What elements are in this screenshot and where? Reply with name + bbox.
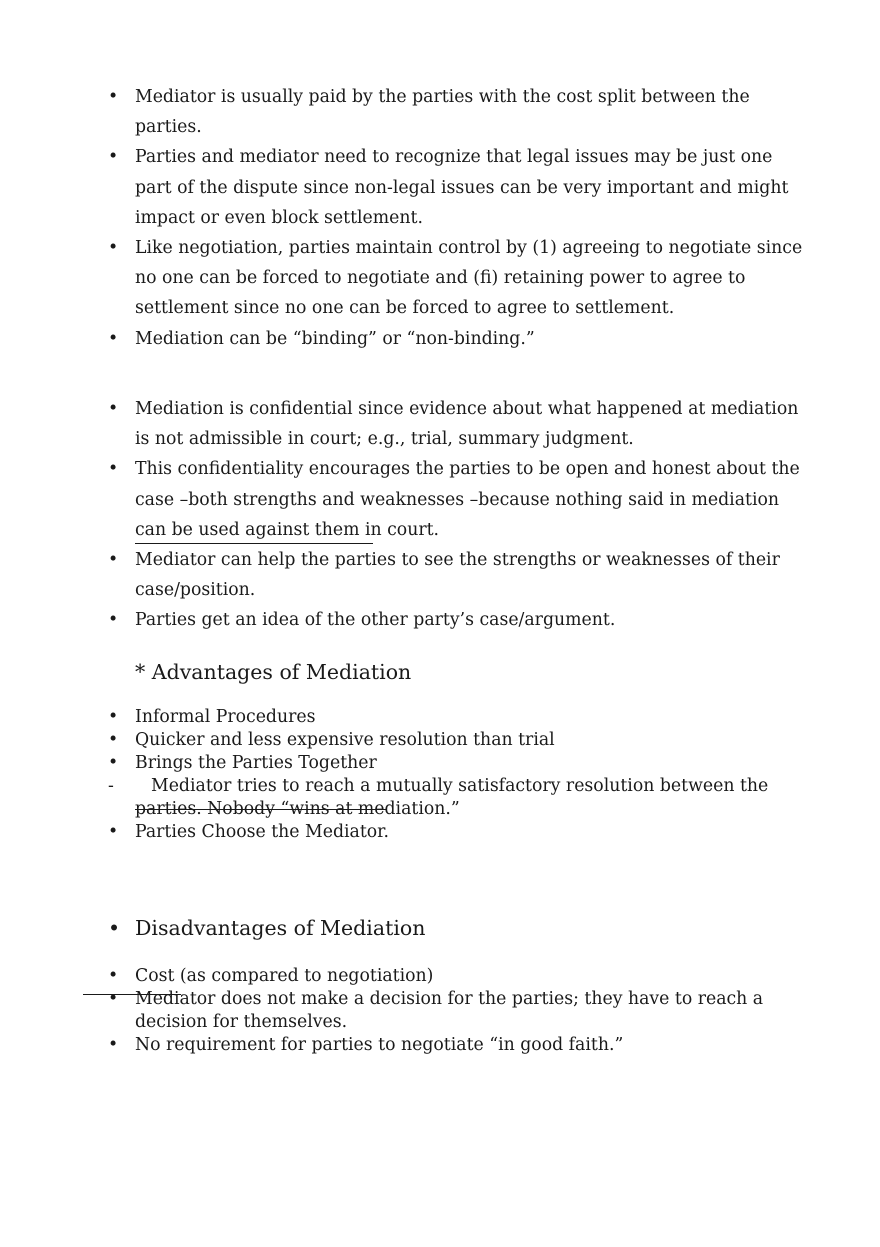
pen-mark-line [83, 994, 181, 995]
list-item-text: No requirement for parties to negotiate “in good faith.” [135, 1035, 624, 1055]
list-item-text: Parties get an idea of the other party’s case/argument. [135, 610, 616, 631]
list-item-text: Like negotiation, parties maintain control by (1) agreeing to negotiate since no one can be forced to negotiate and (fi) retaining power to agree to settlement since no one can be forced to agree to settlement. [135, 238, 803, 319]
strikethrough-mark [135, 809, 387, 810]
bullet-glyph: • [108, 147, 119, 168]
bullet-glyph: • [108, 399, 119, 419]
bullet-glyph: • [108, 328, 119, 349]
list-item-text: Parties and mediator need to recognize that legal issues may be just one part of the dispute since non-legal issues can be very important and might impact or even block settlement. [135, 147, 789, 228]
list-item-text: Parties Choose the Mediator. [135, 822, 390, 842]
list-item-text: Quicker and less expensive resolution than trial [135, 730, 555, 750]
list-item [108, 545, 808, 605]
dash-item-text: Mediator tries to reach a mutually satisfactory resolution between the parties. Nobody “wins at mediation.” [135, 776, 769, 819]
bullet-glyph: • [108, 989, 119, 1009]
list-item-text: Informal Procedures [135, 707, 316, 727]
bullet-glyph: • [108, 966, 119, 986]
list-item [108, 1034, 808, 1057]
bullet-list-advantages-cont [108, 821, 808, 844]
bullet-glyph: • [108, 822, 119, 842]
bullet-glyph: • [108, 238, 119, 259]
list-item-text: Cost (as compared to negotiation) [135, 966, 434, 986]
list-item [108, 752, 808, 775]
list-item [108, 82, 808, 142]
bullet-glyph: • [108, 753, 119, 773]
list-item [108, 706, 808, 729]
dash-sub-item [108, 775, 808, 821]
list-item [108, 965, 808, 988]
bullet-glyph: • [108, 87, 119, 107]
list-item-text: This confidentiality encourages the parties to be open and honest about the case –both strengths and weaknesses –because nothing said in mediation can be used against them in court. [135, 459, 800, 540]
list-item [108, 394, 808, 454]
bullet-glyph: • [108, 459, 119, 480]
dash-glyph: - [108, 776, 114, 796]
disadvantages-heading: Disadvantages of Mediation [135, 916, 426, 940]
list-item-text: Mediator does not make a decision for the parties; they have to reach a decision for themselves. [135, 989, 764, 1032]
list-item-text: Mediator is usually paid by the parties with the cost split between the parties. [135, 87, 750, 138]
list-item-text: Mediator can help the parties to see the strengths or weaknesses of their case/position. [135, 550, 780, 601]
list-item [108, 605, 808, 635]
list-item [108, 233, 808, 324]
bullet-glyph: • [108, 730, 119, 750]
bullet-list-confidentiality [108, 394, 808, 636]
bullet-glyph: • [108, 610, 119, 631]
list-item [108, 142, 808, 233]
bullet-list-mediation-basics [108, 82, 808, 354]
list-item [108, 324, 808, 354]
list-item [108, 988, 808, 1034]
list-item-text: Mediation is confidential since evidence about what happened at mediation is not admissible in court; e.g., trial, summary judgment. [135, 399, 799, 450]
bullet-glyph: • [108, 707, 119, 727]
underline-mark [135, 543, 373, 544]
list-item [108, 821, 808, 844]
bullet-list-disadvantages [108, 965, 808, 1057]
bullet-glyph: • [108, 1035, 119, 1055]
advantages-heading: * Advantages of Mediation [135, 660, 412, 684]
list-item-text: Mediation can be “binding” or “non-binding.” [135, 328, 535, 349]
bullet-glyph: • [108, 550, 119, 571]
list-item [108, 729, 808, 752]
list-item [108, 454, 808, 545]
bullet-list-advantages [108, 706, 808, 775]
heading-bullet-glyph: • [108, 916, 121, 940]
list-item-text: Brings the Parties Together [135, 753, 377, 773]
